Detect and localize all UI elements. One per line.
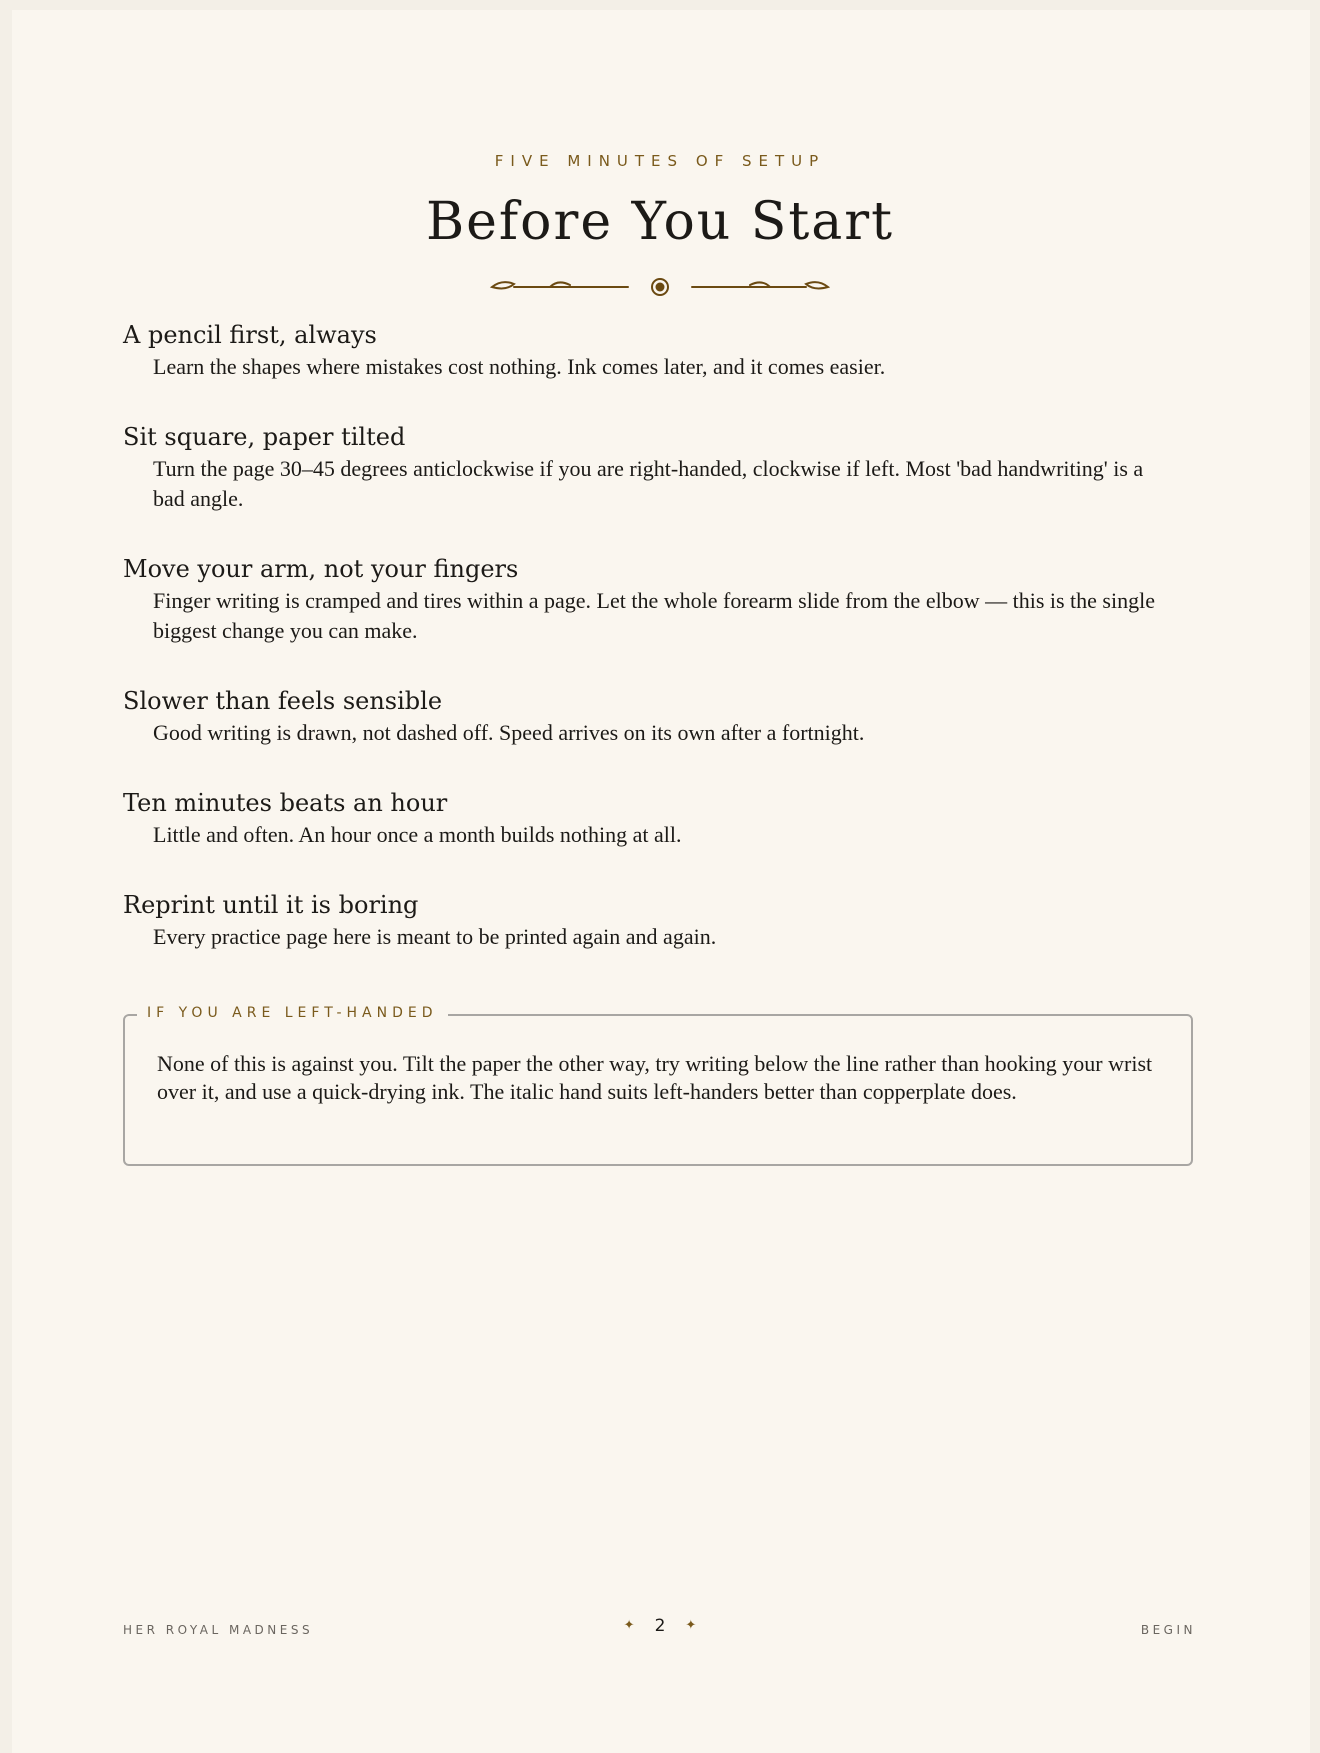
footer-brand: HER ROYAL MADNESS [123, 1623, 314, 1637]
tip-heading: Reprint until it is boring [123, 891, 419, 919]
page-eyebrow: FIVE MINUTES OF SETUP [494, 152, 826, 170]
star-icon: ✦ [623, 1618, 635, 1633]
tips-list [123, 318, 1203, 990]
callout-body: None of this is against you. Tilt the paper the other way, try writing below the line rather than hooking your wrist over it, and use a quick-drying ink. The italic hand suits left-handers better than copperplate does. [157, 1051, 1153, 1104]
tip-heading: Sit square, paper tilted [123, 423, 406, 451]
tip-body: Turn the page 30–45 degrees anticlockwise if you are right-handed, clockwise if left. Most 'bad handwriting' is a bad angle. [153, 456, 1144, 511]
tip-item [123, 786, 1203, 888]
tip-heading: A pencil first, always [123, 321, 377, 349]
star-icon: ✦ [685, 1618, 697, 1633]
tip-body: Good writing is drawn, not dashed off. Speed arrives on its own after a fortnight. [153, 720, 865, 745]
tip-item [123, 552, 1203, 684]
page-number-value: 2 [654, 1616, 666, 1636]
left-handed-callout [123, 1005, 1193, 1166]
callout-label: IF YOU ARE LEFT-HANDED [137, 1005, 448, 1021]
tip-body: Learn the shapes where mistakes cost nothing. Ink comes later, and it comes easier. [153, 354, 886, 379]
tip-item [123, 318, 1203, 420]
tip-heading: Slower than feels sensible [123, 687, 443, 715]
page-title: Before You Start [425, 192, 895, 252]
tip-item [123, 420, 1203, 552]
tip-body: Every practice page here is meant to be printed again and again. [153, 924, 717, 949]
tip-heading: Move your arm, not your fingers [123, 555, 519, 583]
tip-body: Finger writing is cramped and tires within a page. Let the whole forearm slide from the elbow — this is the single biggest change you can make. [153, 588, 1155, 643]
tip-item [123, 888, 1203, 990]
tip-heading: Ten minutes beats an hour [123, 789, 448, 817]
footer-section-link[interactable]: BEGIN [1140, 1623, 1196, 1637]
page-number [0, 1616, 1320, 1636]
flourish-divider-icon [480, 272, 840, 302]
tip-body: Little and often. An hour once a month builds nothing at all. [153, 822, 682, 847]
tip-item [123, 684, 1203, 786]
